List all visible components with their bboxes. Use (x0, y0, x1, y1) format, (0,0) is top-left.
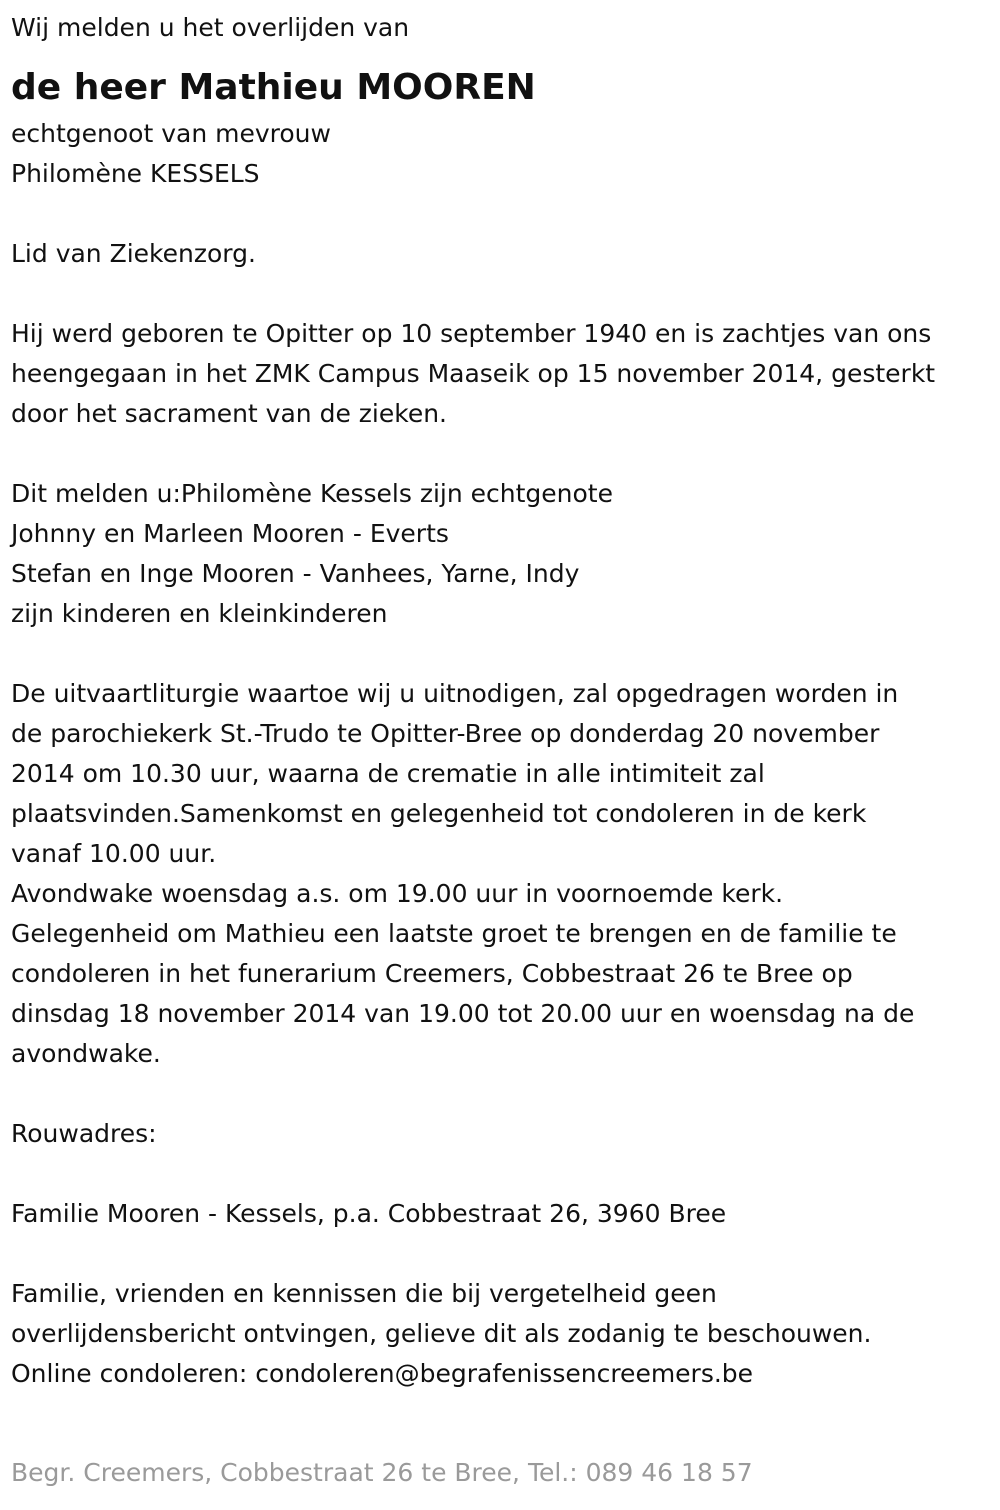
birth-death-line: heengegaan in het ZMK Campus Maaseik op 15 november 2014, gesterkt (11, 359, 936, 388)
funeral-line: Avondwake woensdag a.s. om 19.00 uur in voornoemde kerk. (11, 879, 784, 908)
funeral-line: Gelegenheid om Mathieu een laatste groet te brengen en de familie te (11, 919, 897, 948)
spacer (11, 1154, 996, 1194)
funeral-line: plaatsvinden.Samenkomst en gelegenheid tot condoleren in de kerk (11, 799, 867, 828)
spacer (11, 274, 996, 314)
spacer (11, 194, 996, 234)
funeral-line: condoleren in het funerarium Creemers, Cobbestraat 26 te Bree op (11, 959, 853, 988)
closing-line: Online condoleren: condoleren@begrafenissencreemers.be (11, 1359, 754, 1388)
intro-text: Wij melden u het overlijden van (11, 13, 410, 42)
closing-line: Familie, vrienden en kennissen die bij vergetelheid geen (11, 1279, 717, 1308)
mourning-address-label: Rouwadres: (11, 1119, 157, 1148)
spacer (11, 1234, 996, 1274)
deceased-name: de heer Mathieu MOOREN (11, 67, 536, 108)
funeral-line: De uitvaartliturgie waartoe wij u uitnodigen, zal opgedragen worden in (11, 679, 899, 708)
obituary-notice (11, 8, 996, 1394)
funeral-line: avondwake. (11, 1039, 161, 1068)
membership-text: Lid van Ziekenzorg. (11, 239, 256, 268)
family-line: zijn kinderen en kleinkinderen (11, 599, 388, 628)
birth-death-line: door het sacrament van de zieken. (11, 399, 447, 428)
family-line: Dit melden u:Philomène Kessels zijn echtgenote (11, 479, 613, 508)
spacer (11, 634, 996, 674)
funeral-line: dinsdag 18 november 2014 van 19.00 tot 20.00 uur en woensdag na de (11, 999, 915, 1028)
spouse-line: echtgenoot van mevrouw (11, 119, 331, 148)
funeral-home-footer: Begr. Creemers, Cobbestraat 26 te Bree, Tel.: 089 46 18 57 (11, 1458, 753, 1487)
mourning-address: Familie Mooren - Kessels, p.a. Cobbestraat 26, 3960 Bree (11, 1199, 727, 1228)
spacer (11, 1074, 996, 1114)
funeral-line: vanaf 10.00 uur. (11, 839, 217, 868)
funeral-line: 2014 om 10.30 uur, waarna de crematie in alle intimiteit zal (11, 759, 765, 788)
spouse-line: Philomène KESSELS (11, 159, 260, 188)
family-line: Stefan en Inge Mooren - Vanhees, Yarne, Indy (11, 559, 580, 588)
closing-line: overlijdensbericht ontvingen, gelieve dit als zodanig te beschouwen. (11, 1319, 872, 1348)
funeral-line: de parochiekerk St.-Trudo te Opitter-Bree op donderdag 20 november (11, 719, 880, 748)
spacer (11, 434, 996, 474)
birth-death-line: Hij werd geboren te Opitter op 10 september 1940 en is zachtjes van ons (11, 319, 932, 348)
family-line: Johnny en Marleen Mooren - Everts (11, 519, 449, 548)
